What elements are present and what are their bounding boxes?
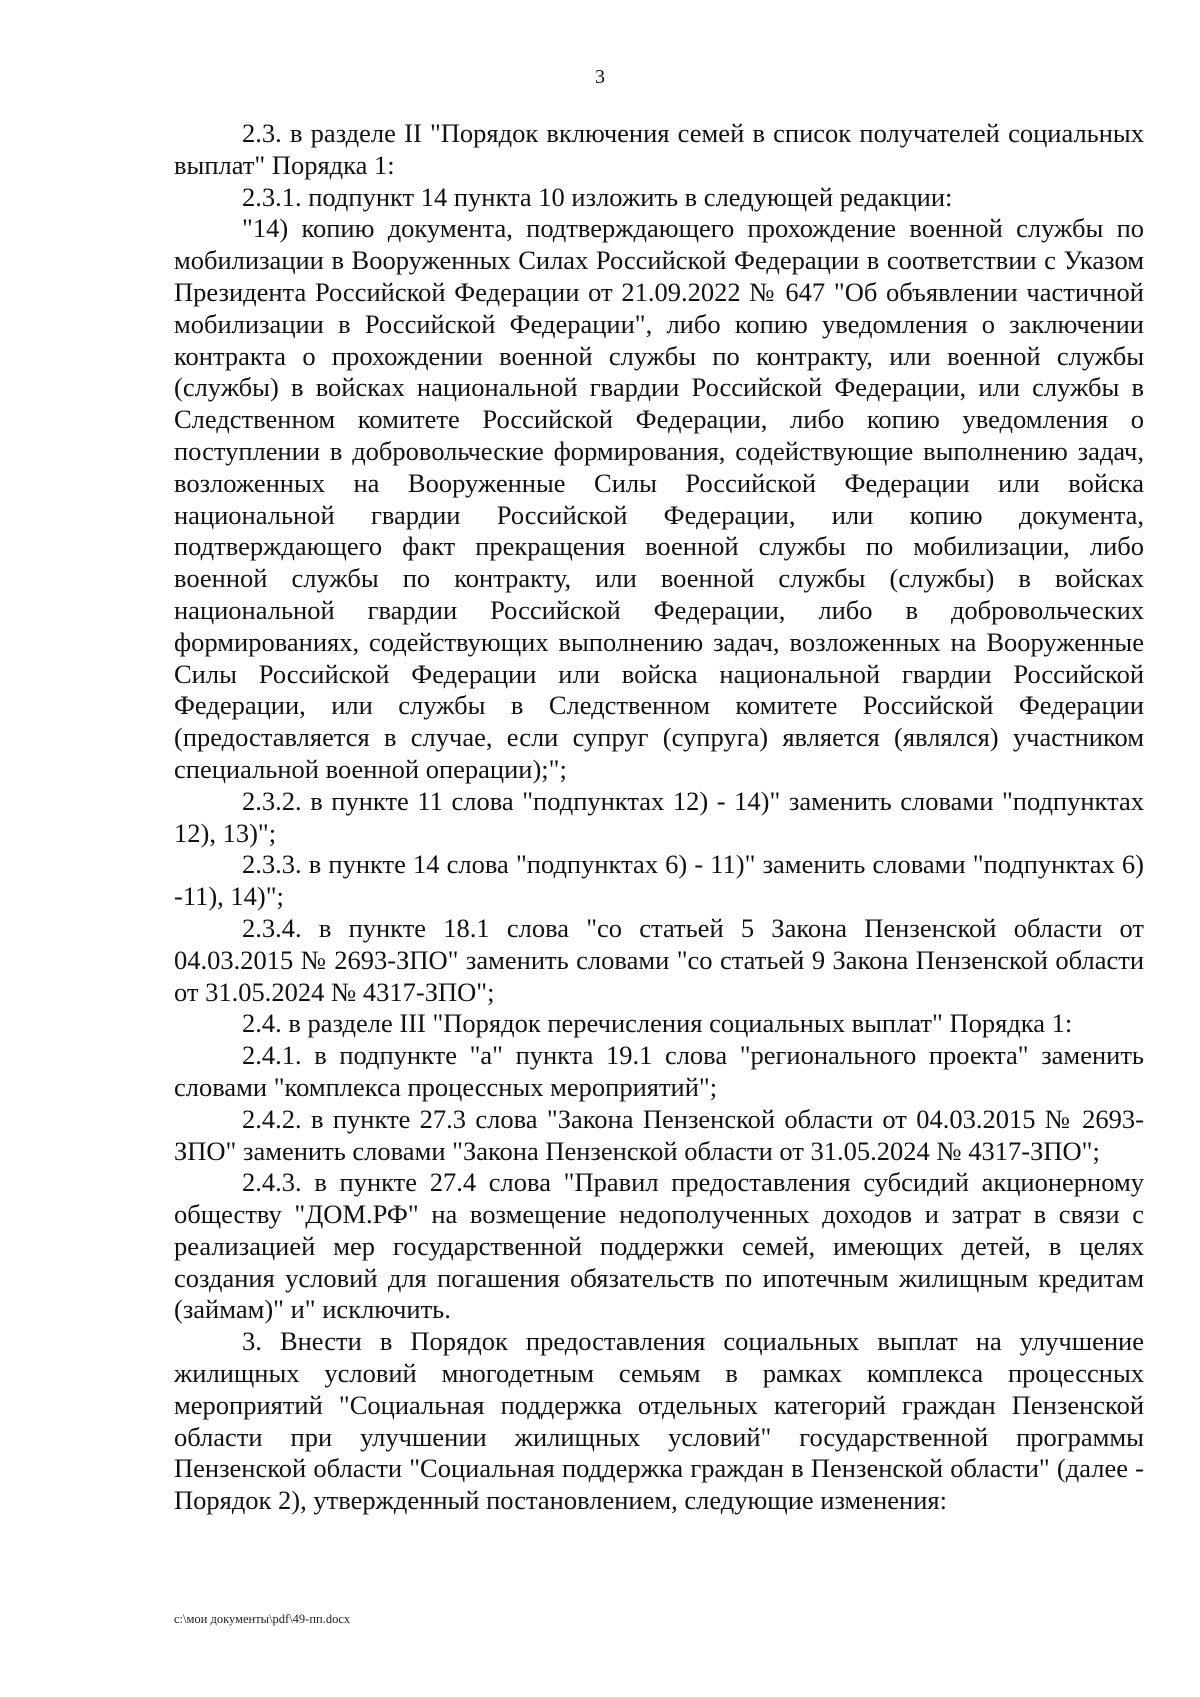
paragraph-2-4-1: 2.4.1. в подпункте "а" пункта 19.1 слова "регионального проекта" заменить словами "комплекса процессных мероприятий"; <box>174 1040 1144 1102</box>
page-number: 3 <box>595 66 605 88</box>
paragraph-3: 3. Внести в Порядок предоставления социальных выплат на улучшение жилищных условий многодетным семьям в рамках комплекса процессных мероприятий "Социальная поддержка отдельных категорий граждан Пензенской области при улучшении жилищных условий" государственной программы Пензенской области "Социальная поддержка граждан в Пензенской области" (далее - Порядок 2), утвержденный постановлением, следующие изменения: <box>174 1326 1144 1516</box>
paragraph-2-4-3: 2.4.3. в пункте 27.4 слова "Правил предоставления субсидий акционерному обществу "ДОМ.РФ" на возмещение недополученных доходов и затрат в связи с реализацией мер государственной поддержки семей, имеющих детей, в целях создания условий для погашения обязательств по ипотечным жилищным кредитам (займам)" и" исключить. <box>174 1167 1144 1325</box>
paragraph-2-3-4: 2.3.4. в пункте 18.1 слова "со статьей 5 Закона Пензенской области от 04.03.2015 № 2693-ЗПО" заменить словами "со статьей 9 Закона Пензенской области от 31.05.2024 № 4317-ЗПО"; <box>174 912 1144 1007</box>
paragraph-subpoint-14-text: "14) копию документа, подтверждающего прохождение военной службы по мобилизации в Вооруженных Силах Российской Федерации в соответствии с Указом Президента Российской Федерации от 21.09.2022 № 647 "Об объявлении частичной мобилизации в Российской Федерации", либо копию уведомления о заключении контракта о прохождении военной службы по контракту, или военной службы (службы) в войсках национальной гвардии Российской Федерации, или службы в Следственном комитете Российской Федерации, либо копию уведомления о поступлении в добровольческие формирования, содействующие выполнению задач, возложенных на Вооруженные Силы Российской Федерации или войска национальной гвардии Российской Федерации, или копию документа, подтверждающего факт прекращения военной службы по мобилизации, либо военной службы по контракту, или военной службы (службы) в войсках национальной гвардии Российской Федерации, либо в добровольческих формированиях, содействующих выполнению задач, возложенных на Вооруженные Силы Российской Федерации или войска национальной гвардии Российской Федерации, или службы в Следственном комитете Российской Федерации (предоставляется в случае, если супруг (супруга) является (являлся) участником специальной военной операции);"; <box>174 213 1144 784</box>
paragraph-2-3-2: 2.3.2. в пункте 11 слова "подпунктах 12) - 14)" заменить словами "подпунктах 12), 13)"; <box>174 785 1144 848</box>
paragraph-2-4: 2.4. в разделе III "Порядок перечисления социальных выплат" Порядка 1: <box>242 1008 1073 1039</box>
paragraph-2-3-1: 2.3.1. подпункт 14 пункта 10 изложить в следующей редакции: <box>242 181 953 212</box>
footer-file-path: c:\мои документы\pdf\49-пп.docx <box>174 1612 351 1626</box>
paragraph-2-3-3: 2.3.3. в пункте 14 слова "подпунктах 6) - 11)" заменить словами "подпунктах 6) -11), 14)"; <box>174 849 1144 912</box>
document-body <box>174 118 1144 1517</box>
paragraph-2-4-2: 2.4.2. в пункте 27.3 слова "Закона Пензенской области от 04.03.2015 № 2693-ЗПО" заменить словами "Закона Пензенской области от 31.05.2024 № 4317-ЗПО"; <box>174 1103 1144 1166</box>
paragraph-2-3: 2.3. в разделе II "Порядок включения семей в список получателей социальных выплат" Порядка 1: <box>174 118 1144 180</box>
